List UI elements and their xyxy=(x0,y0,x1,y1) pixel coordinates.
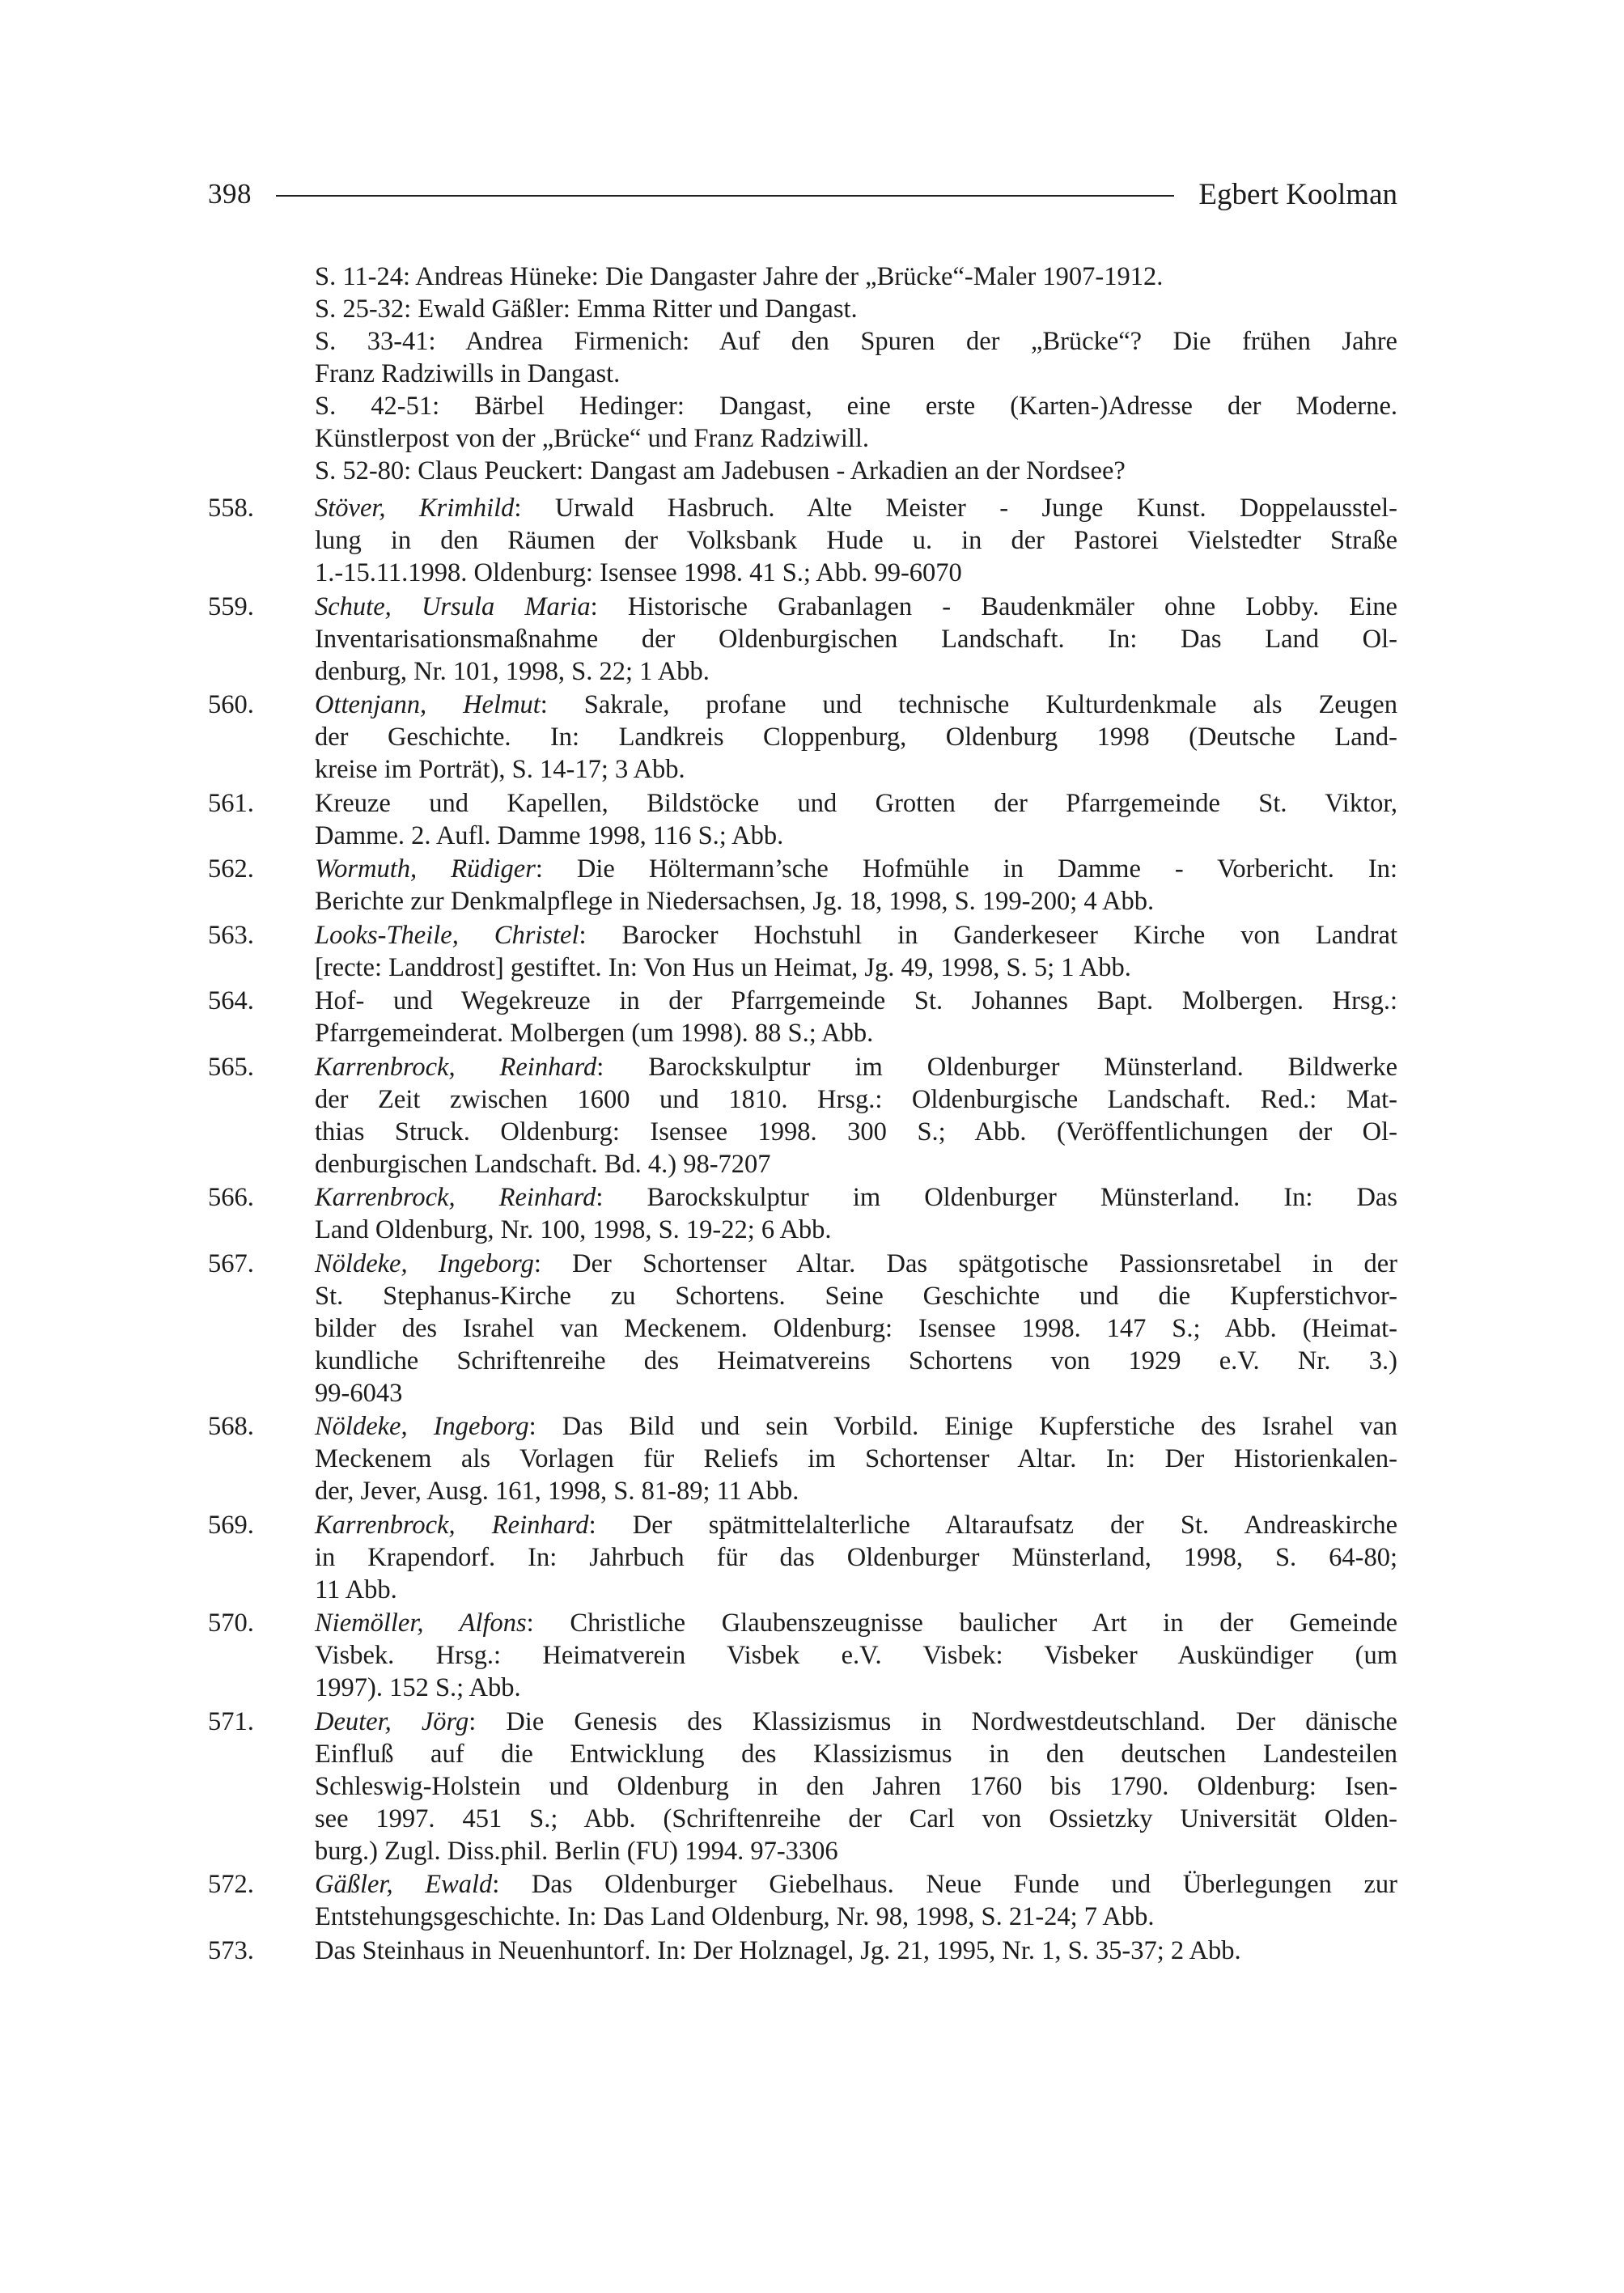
entry-author: Karrenbrock, Reinhard xyxy=(315,1052,597,1082)
entry-author: Nöldeke, Ingeborg xyxy=(315,1248,534,1278)
subentry xyxy=(315,261,1397,293)
entry-body xyxy=(315,1181,1397,1246)
entry-line: bilder des Israhel van Meckenem. Oldenburg: Isensee 1998. 147 S.; Abb. (Heimat- xyxy=(315,1313,1397,1343)
bibliography-entry xyxy=(208,985,1397,1049)
bibliography-entry xyxy=(208,1181,1397,1246)
entry-number: 567. xyxy=(208,1248,254,1278)
subentry xyxy=(315,325,1397,390)
entry-text: : Christliche Glaubenszeugnisse baulicher Art in der Gemeinde xyxy=(526,1608,1397,1638)
entry-line: 11 Abb. xyxy=(315,1575,397,1604)
entry-text: : Das Oldenburger Giebelhaus. Neue Funde und Überlegungen zur xyxy=(492,1870,1397,1899)
entry-line: Berichte zur Denkmalpflege in Niedersachsen, Jg. 18, 1998, S. 199-200; 4 Abb. xyxy=(315,887,1155,916)
subentry-line: S. 33-41: Andrea Firmenich: Auf den Spuren der „Brücke“? Die frühen Jahre xyxy=(315,327,1397,356)
subentry xyxy=(315,293,1397,325)
entry-line: kreise im Porträt), S. 14-17; 3 Abb. xyxy=(315,755,685,784)
entry-author: Stöver, Krimhild xyxy=(315,494,515,523)
entry-line: Hof- und Wegekreuze in der Pfarrgemeinde St. Johannes Bapt. Molbergen. Hrsg.: xyxy=(315,986,1397,1015)
entry-author: Ottenjann, Helmut xyxy=(315,690,541,719)
entry-text: : Die Genesis des Klassizismus in Nordwestdeutschland. Der dänische xyxy=(469,1706,1397,1736)
entry-body xyxy=(315,1868,1397,1933)
entry-body xyxy=(315,591,1397,688)
entry-number: 573. xyxy=(208,1935,254,1965)
entry-line: der Geschichte. In: Landkreis Cloppenburg, Oldenburg 1998 (Deutsche Land- xyxy=(315,723,1397,752)
bibliography-entry xyxy=(208,1706,1397,1867)
entry-line: Entstehungsgeschichte. In: Das Land Oldenburg, Nr. 98, 1998, S. 21-24; 7 Abb. xyxy=(315,1902,1155,1931)
entry-text: : Barocker Hochstuhl in Ganderkeseer Kirche von Landrat xyxy=(579,920,1397,950)
entry-author: Gäßler, Ewald xyxy=(315,1870,493,1899)
entry-author: Looks-Theile, Christel xyxy=(315,920,579,950)
header-rule xyxy=(276,195,1174,197)
bibliography xyxy=(208,261,1397,1967)
entry-text: : Barockskulptur im Oldenburger Münsterland. In: Das xyxy=(596,1183,1397,1212)
bibliography-entry xyxy=(208,1509,1397,1606)
entry-line xyxy=(315,853,1397,885)
entry-number: 572. xyxy=(208,1870,254,1899)
bibliography-entry xyxy=(208,853,1397,918)
entry-number: 569. xyxy=(208,1510,254,1540)
subentry-line: S. 11-24: Andreas Hüneke: Die Dangaster Jahre der „Brücke“-Maler 1907-1912. xyxy=(315,262,1164,291)
entry-line: Inventarisationsmaßnahme der Oldenburgischen Landschaft. In: Das Land Ol- xyxy=(315,624,1397,654)
entry-line: 1997). 152 S.; Abb. xyxy=(315,1673,521,1702)
entry-body xyxy=(315,985,1397,1049)
entry-line: 99-6043 xyxy=(315,1378,403,1408)
entry-line: in Krapendorf. In: Jahrbuch für das Oldenburger Münsterland, 1998, S. 64-80; xyxy=(315,1542,1397,1572)
entry-line: der Zeit zwischen 1600 und 1810. Hrsg.: Oldenburgische Landschaft. Red.: Mat- xyxy=(315,1084,1397,1114)
entry-body xyxy=(315,1509,1397,1606)
entry-line: denburgischen Landschaft. Bd. 4.) 98-7207 xyxy=(315,1149,771,1179)
entry-line xyxy=(315,1706,1397,1738)
bibliography-entry xyxy=(208,1410,1397,1507)
entry-body xyxy=(315,1935,1397,1967)
entry-line: Kreuze und Kapellen, Bildstöcke und Grotten der Pfarrgemeinde St. Viktor, xyxy=(315,788,1397,818)
entry-body xyxy=(315,1607,1397,1704)
entry-text: : Barockskulptur im Oldenburger Münsterland. Bildwerke xyxy=(596,1052,1397,1082)
subentry-line: S. 25-32: Ewald Gäßler: Emma Ritter und Dangast. xyxy=(315,295,858,324)
entry-number: 570. xyxy=(208,1608,254,1638)
entry-line: Damme. 2. Aufl. Damme 1998, 116 S.; Abb. xyxy=(315,820,784,850)
running-head: Egbert Koolman xyxy=(1198,177,1397,211)
entry-line xyxy=(315,1607,1397,1639)
entry-line xyxy=(315,492,1397,524)
bibliography-entry xyxy=(208,492,1397,589)
entry-line: der, Jever, Ausg. 161, 1998, S. 81-89; 11 Abb. xyxy=(315,1477,799,1506)
entry-line xyxy=(315,1410,1397,1443)
entry-line: [recte: Landdrost] gestiftet. In: Von Hus un Heimat, Jg. 49, 1998, S. 5; 1 Abb. xyxy=(315,952,1131,982)
entry-number: 558. xyxy=(208,494,254,523)
entry-number: 563. xyxy=(208,920,254,950)
entry-text: : Sakrale, profane und technische Kulturdenkmale als Zeugen xyxy=(540,690,1397,719)
entry-author: Schute, Ursula Maria xyxy=(315,591,591,621)
entry-author: Niemöller, Alfons xyxy=(315,1608,527,1638)
entry-number: 568. xyxy=(208,1412,254,1441)
entry-line: St. Stephanus-Kirche zu Schortens. Seine Geschichte und die Kupferstichvor- xyxy=(315,1281,1397,1311)
entry-body xyxy=(315,492,1397,589)
entry-body xyxy=(315,919,1397,984)
entry-text: : Das Bild und sein Vorbild. Einige Kupferstiche des Israhel van xyxy=(528,1412,1398,1441)
bibliography-entry xyxy=(208,1607,1397,1704)
entry-body xyxy=(315,853,1397,918)
entry-text: : Urwald Hasbruch. Alte Meister - Junge Kunst. Doppelausstel- xyxy=(514,494,1397,523)
entry-body xyxy=(315,1248,1397,1409)
entry-line xyxy=(315,1051,1397,1083)
entry-line: see 1997. 451 S.; Abb. (Schriftenreihe der Carl von Ossietzky Universität Olden- xyxy=(315,1803,1397,1833)
entry-number: 562. xyxy=(208,854,254,884)
entry-text: : Der Schortenser Altar. Das spätgotische Passionsretabel in der xyxy=(533,1248,1397,1278)
entry-number: 565. xyxy=(208,1052,254,1082)
bibliography-entry xyxy=(208,591,1397,688)
entry-author: Karrenbrock, Reinhard xyxy=(315,1510,589,1540)
entry-line: Das Steinhaus in Neuenhuntorf. In: Der Holznagel, Jg. 21, 1995, Nr. 1, S. 35-37; 2 Abb. xyxy=(315,1935,1241,1965)
entry-line: thias Struck. Oldenburg: Isensee 1998. 300 S.; Abb. (Veröffentlichungen der Ol- xyxy=(315,1117,1397,1146)
entry-number: 571. xyxy=(208,1706,254,1736)
entry-line: lung in den Räumen der Volksbank Hude u. in der Pastorei Vielstedter Straße xyxy=(315,526,1397,555)
entry-line: Pfarrgemeinderat. Molbergen (um 1998). 88 S.; Abb. xyxy=(315,1019,874,1048)
bibliography-entry xyxy=(208,919,1397,984)
entry-line xyxy=(315,1509,1397,1541)
entry-line: Meckenem als Vorlagen für Reliefs im Schortenser Altar. In: Der Historienkalen- xyxy=(315,1444,1397,1473)
entry-body xyxy=(315,1410,1397,1507)
entry-number: 564. xyxy=(208,986,254,1015)
entry-line: Visbek. Hrsg.: Heimatverein Visbek e.V. Visbek: Visbeker Auskündiger (um xyxy=(315,1641,1397,1670)
entry-line: Einfluß auf die Entwicklung des Klassizismus in den deutschen Landesteilen xyxy=(315,1739,1397,1769)
entry-line: Schleswig-Holstein und Oldenburg in den Jahren 1760 bis 1790. Oldenburg: Isen- xyxy=(315,1771,1397,1801)
entry-line: burg.) Zugl. Diss.phil. Berlin (FU) 1994. 97-3306 xyxy=(315,1836,838,1866)
entry-number: 561. xyxy=(208,788,254,818)
bibliography-entry xyxy=(208,1935,1397,1967)
entry-author: Deuter, Jörg xyxy=(315,1706,469,1736)
entry-line: denburg, Nr. 101, 1998, S. 22; 1 Abb. xyxy=(315,656,710,686)
subentry xyxy=(315,390,1397,455)
entry-line: 1.-15.11.1998. Oldenburg: Isensee 1998. 41 S.; Abb. 99-6070 xyxy=(315,558,962,587)
entry-line xyxy=(315,591,1397,623)
entry-line xyxy=(315,689,1397,721)
subentry-line: Künstlerpost von der „Brücke“ und Franz Radziwill. xyxy=(315,424,870,453)
page-number: 398 xyxy=(208,178,252,210)
entry-number: 559. xyxy=(208,591,254,621)
entry-body xyxy=(315,1051,1397,1180)
entry-body xyxy=(315,787,1397,852)
entry-list xyxy=(208,492,1397,1967)
entry-author: Nöldeke, Ingeborg xyxy=(315,1412,529,1441)
entry-line xyxy=(315,919,1397,952)
entry-number: 560. xyxy=(208,690,254,719)
entry-line: Land Oldenburg, Nr. 100, 1998, S. 19-22; 6 Abb. xyxy=(315,1215,832,1244)
subentry-list xyxy=(315,261,1397,487)
entry-line: kundliche Schriftenreihe des Heimatvereins Schortens von 1929 e.V. Nr. 3.) xyxy=(315,1346,1397,1375)
bibliography-entry xyxy=(208,1248,1397,1409)
subentry-line: Franz Radziwills in Dangast. xyxy=(315,359,621,388)
entry-number: 566. xyxy=(208,1183,254,1212)
entry-author: Karrenbrock, Reinhard xyxy=(315,1183,596,1212)
bibliography-entry xyxy=(208,689,1397,786)
entry-author: Wormuth, Rüdiger xyxy=(315,854,536,884)
entry-line xyxy=(315,1868,1397,1901)
subentry xyxy=(315,455,1397,487)
entry-text: : Der spätmittelalterliche Altaraufsatz der St. Andreaskirche xyxy=(588,1510,1397,1540)
entry-line xyxy=(315,1181,1397,1214)
bibliography-entry xyxy=(208,1051,1397,1180)
entry-text: : Die Höltermann’sche Hofmühle in Damme - Vorbericht. In: xyxy=(535,854,1397,884)
subentry-line: S. 42-51: Bärbel Hedinger: Dangast, eine erste (Karten-)Adresse der Moderne. xyxy=(315,392,1397,421)
entry-text: : Historische Grabanlagen - Baudenkmäler ohne Lobby. Eine xyxy=(590,591,1397,621)
page-header xyxy=(208,170,1397,218)
bibliography-entry xyxy=(208,1868,1397,1933)
entry-body xyxy=(315,689,1397,786)
bibliography-entry xyxy=(208,787,1397,852)
entry-line xyxy=(315,1248,1397,1280)
entry-body xyxy=(315,1706,1397,1867)
subentry-line: S. 52-80: Claus Peuckert: Dangast am Jadebusen - Arkadien an der Nordsee? xyxy=(315,456,1126,485)
